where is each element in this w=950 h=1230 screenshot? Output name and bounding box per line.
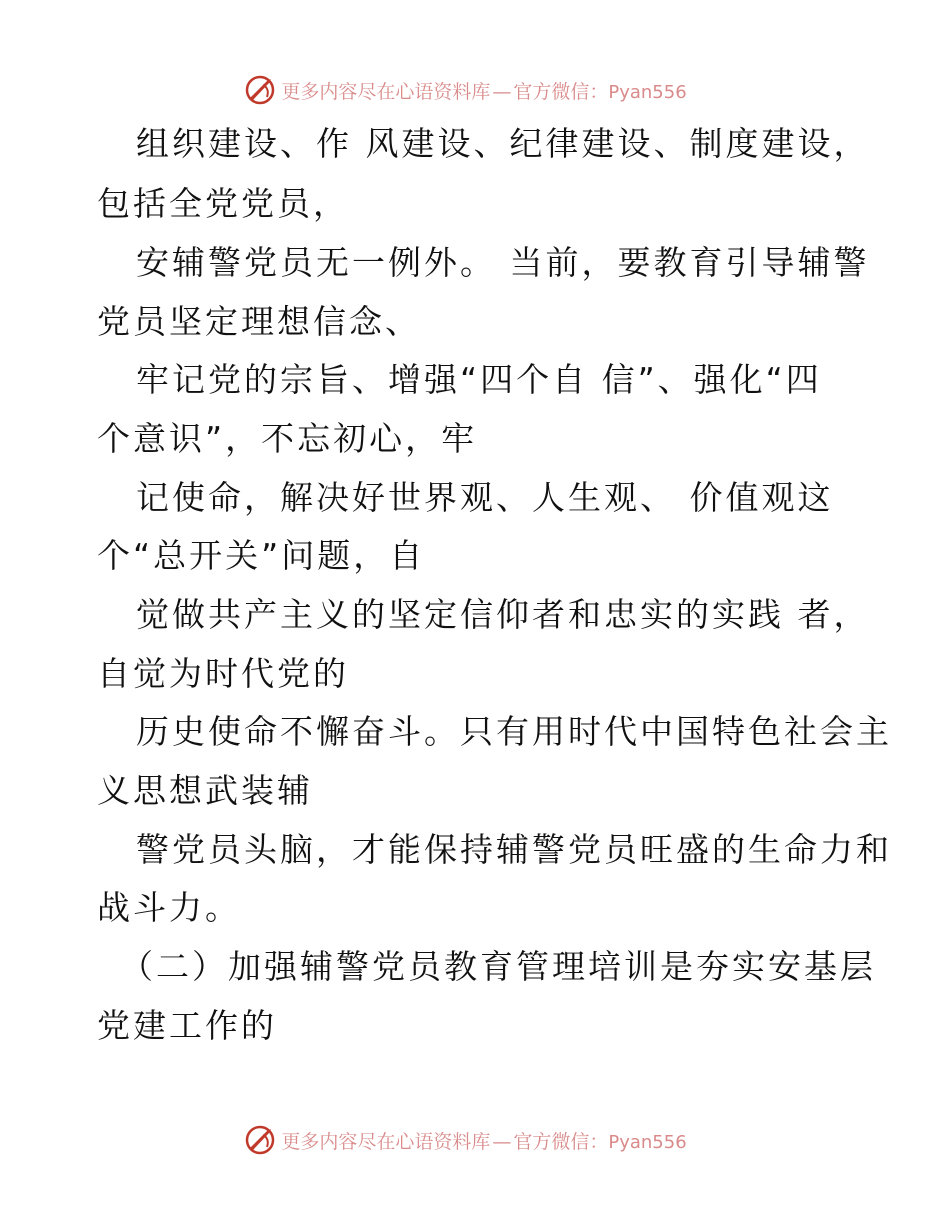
footer-separator: — bbox=[492, 1130, 512, 1153]
body-line-14: 战斗力。 bbox=[97, 888, 241, 927]
body-line-8: 个“总开关”问题，自 bbox=[97, 536, 426, 575]
body-line-7: 记使命，解决好世界观、人生观、 价值观这 bbox=[136, 478, 834, 517]
footer-brand-text: 更多内容尽在心语资料库 bbox=[281, 1130, 491, 1153]
body-line-11: 历史使命不懈奋斗。只有用时代中国特色社会主 bbox=[136, 712, 892, 751]
body-line-16: 党建工作的 bbox=[97, 1006, 277, 1045]
body-line-13: 警党员头脑，才能保持辅警党员旺盛的生命力和 bbox=[136, 830, 892, 869]
body-line-1: 组织建设、作 风建设、纪律建设、制度建设， bbox=[136, 124, 870, 163]
header-banner-inner bbox=[243, 73, 686, 107]
body-line-2: 包括全党党员， bbox=[97, 184, 349, 223]
body-line-12: 义思想武装辅 bbox=[97, 771, 313, 810]
header-brand-text: 更多内容尽在心语资料库 bbox=[281, 80, 491, 103]
header-banner-text bbox=[281, 77, 686, 104]
footer-banner bbox=[0, 1120, 950, 1160]
footer-wechat-id: Pyan556 bbox=[608, 1131, 687, 1153]
body-line-9: 觉做共产主义的坚定信仰者和忠实的实践 者， bbox=[136, 595, 870, 634]
footer-wechat-label: 官方微信： bbox=[513, 1130, 609, 1153]
body-line-10: 自觉为时代党的 bbox=[97, 654, 349, 693]
footer-banner-text bbox=[281, 1127, 686, 1154]
body-line-5: 牢记党的宗旨、增强“四个自 信”、强化“四 bbox=[136, 360, 822, 399]
body-line-15: （二）加强辅警党员教育管理培训是夯实安基层 bbox=[120, 947, 876, 986]
header-wechat-label: 官方微信： bbox=[513, 80, 609, 103]
body-line-4: 党员坚定理想信念、 bbox=[97, 302, 421, 341]
header-wechat-id: Pyan556 bbox=[608, 81, 687, 103]
body-line-6: 个意识”，不忘初心，牢 bbox=[97, 419, 478, 458]
header-separator: — bbox=[492, 80, 512, 103]
quill-logo-icon bbox=[243, 1123, 277, 1157]
body-line-3: 安辅警党员无一例外。 当前，要教育引导辅警 bbox=[136, 243, 870, 282]
header-banner bbox=[0, 70, 950, 110]
footer-banner-inner bbox=[243, 1123, 686, 1157]
quill-logo-icon bbox=[243, 73, 277, 107]
